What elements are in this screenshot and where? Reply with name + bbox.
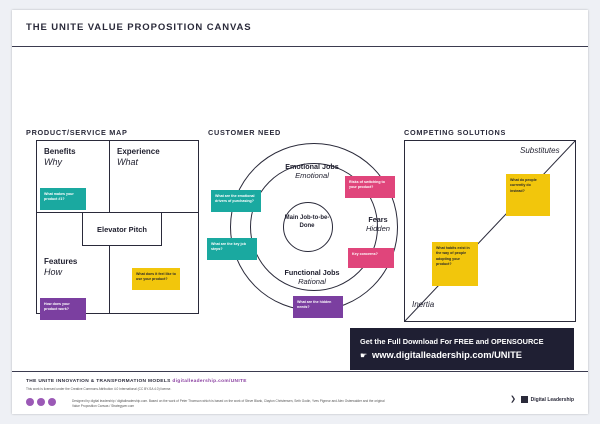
footer-url[interactable]: digitalleadership.com/UNITE [172, 379, 247, 384]
section-label-customer-need: CUSTOMER NEED [208, 128, 282, 137]
pointing-hand-icon: ☛ [360, 351, 368, 360]
label-functional-jobs: Functional Jobs Rational [284, 268, 340, 286]
sticky-note-substitutes[interactable]: What do people currently do instead? [506, 174, 550, 216]
facebook-icon[interactable] [26, 398, 34, 406]
quadrant-experience-subtitle: What [117, 157, 139, 167]
sticky-note-job-steps[interactable]: What are the key job steps? [207, 238, 257, 260]
footer [12, 371, 588, 414]
section-label-product-service-map: PRODUCT/SERVICE MAP [26, 128, 128, 137]
competing-solutions-panel [404, 140, 576, 322]
brand-label: Digital Leadership [530, 396, 574, 403]
brand-logo-icon [521, 396, 528, 403]
quadrant-experience [109, 140, 199, 214]
sticky-note-features[interactable]: How does your product work? [40, 298, 86, 320]
elevator-pitch-box: Elevator Pitch [82, 212, 162, 246]
page-title: THE UNITE VALUE PROPOSITION CANVAS [26, 22, 252, 33]
sticky-note-benefits[interactable]: What makes your product #1? [40, 188, 86, 210]
cta-url[interactable]: www.digitalleadership.com/UNITE [372, 350, 522, 360]
linkedin-icon[interactable] [48, 398, 56, 406]
sticky-note-experience[interactable]: What does it feel like to use your product? [132, 268, 180, 290]
quadrant-benefits-title: Benefits [44, 147, 76, 156]
label-main-job-to-be-done: Main Job-to-be-Done [284, 215, 330, 229]
label-inertia: Inertia [412, 300, 435, 309]
label-emotional-jobs: Emotional Jobs Emotional [285, 162, 339, 180]
sticky-note-emotional-drivers[interactable]: What are the emotional drivers of purchasing? [211, 190, 261, 212]
footer-credits: Designed by digital leadership / digitalleadership.com. Based on the work of Peter Thomson which is based on the work of Steve Blank, Clayton Christensen, Seth Godin, Yves Pigneur and Alex Osterwalder and the original Value Proposition Canvas / Strategyzer.com [72, 399, 385, 408]
section-label-competing-solutions: COMPETING SOLUTIONS [404, 128, 507, 137]
quadrant-experience-title: Experience [117, 147, 160, 156]
cta-banner[interactable] [350, 328, 574, 370]
label-fears: Fears Hidden [365, 215, 391, 233]
twitter-icon[interactable] [37, 398, 45, 406]
quadrant-benefits-subtitle: Why [44, 157, 62, 167]
sticky-note-hidden-needs[interactable]: What are the hidden needs? [293, 296, 343, 318]
title-bar [12, 10, 588, 47]
sticky-note-risks-switching[interactable]: Risks of switching to your product? [345, 176, 395, 198]
brand-mark [521, 396, 574, 403]
sticky-note-key-concerns[interactable]: Key concerns? [348, 248, 394, 268]
quadrant-features-subtitle: How [44, 267, 63, 277]
label-substitutes: Substitutes [520, 146, 560, 155]
diagonal-divider-icon [405, 141, 575, 321]
social-links[interactable] [26, 398, 56, 406]
sticky-note-inertia[interactable]: What habits exist in the way of people adopting your product? [432, 242, 478, 286]
footer-license: This work is licensed under the Creative Commons Attribution 4.0 International (CC BY-SA 4.0) license. [26, 387, 172, 391]
cta-line1: Get the Full Download For FREE and OPENSOURCE [360, 337, 544, 346]
canvas-page [12, 10, 588, 414]
footer-title: THE UNITE INNOVATION & TRANSFORMATION MODELS digitalleadership.com/UNITE [26, 379, 247, 384]
quadrant-features-title: Features [44, 257, 78, 266]
chevron-right-icon: ❯ [510, 396, 516, 403]
